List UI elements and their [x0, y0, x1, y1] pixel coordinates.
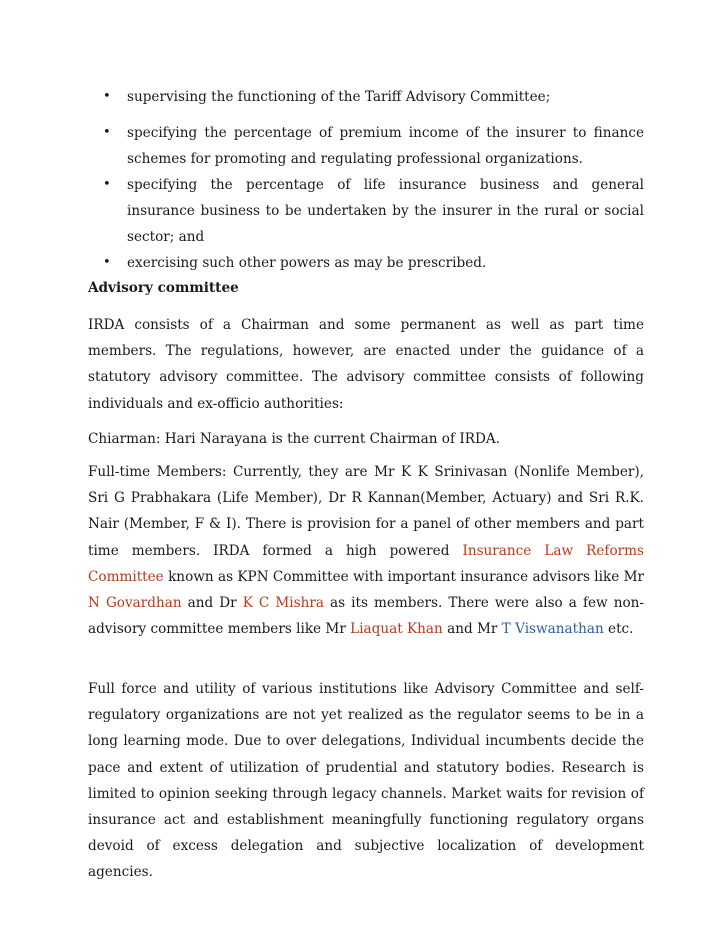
section-heading: Advisory committee	[88, 280, 239, 296]
text-run: known as KPN Committee with important insurance advisors like Mr	[163, 568, 644, 585]
paragraph-members	[88, 459, 644, 642]
paragraph-full-force: Full force and utility of various institutions like Advisory Committee and self-regulatory organizations are not yet realized as the regulator seems to be in a long learning mode. Due to over delegations, Individual incumbents decide the pace and extent of utilization of prudential and statutory bodies. Research is limited to opinion seeking through legacy channels. Market waits for revision of insurance act and establishment meaningfully functioning regulatory organs devoid of excess delegation and subjective localization of development agencies.	[88, 681, 644, 881]
link-liaquat-khan[interactable]: Liaquat Khan	[350, 621, 443, 638]
link-n-govardhan[interactable]: N Govardhan	[88, 595, 182, 612]
link-insurance-law-reforms-committee[interactable]: Insurance Law Reforms Committee	[88, 542, 645, 585]
link-k-c-mishra[interactable]: K C Mishra	[242, 595, 324, 612]
link-t-viswanathan[interactable]: T Viswanathan	[501, 621, 604, 638]
text-run: and Mr	[442, 621, 502, 638]
bullet-icon: •	[103, 89, 111, 104]
bullet-icon: •	[103, 255, 111, 270]
list-item	[88, 84, 644, 110]
bullet-icon: •	[103, 125, 111, 140]
bullet-text: supervising the functioning of the Tariff Advisory Committee;	[127, 89, 551, 105]
text-run: as its members. There were also a few non-advisory committee members like Mr	[88, 595, 644, 638]
list-item	[88, 172, 644, 250]
list-item	[88, 250, 644, 276]
bullet-text: specifying the percentage of life insurance business and general insurance business to be undertaken by the insurer in the rural or social sector; and	[127, 177, 644, 245]
text-run: etc.	[603, 621, 634, 638]
list-item	[88, 120, 644, 172]
bullet-icon: •	[103, 177, 111, 192]
bullet-text: exercising such other powers as may be prescribed.	[127, 255, 487, 271]
paragraph-irda: IRDA consists of a Chairman and some permanent as well as part time members. The regulations, however, are enacted under the guidance of a statutory advisory committee. The advisory committee consists of following individuals and ex-officio authorities:	[88, 317, 644, 412]
bullet-list	[88, 84, 644, 276]
text-run: Full-time Members: Currently, they are Mr K K Srinivasan (Nonlife Member), Sri G Prabhakara (Life Member), Dr R Kannan(Member, Actuary) and Sri R.K. Nair (Member, F & I). There is provision for a panel of other members and part time members. IRDA formed a high powered	[88, 464, 644, 559]
bullet-text: specifying the percentage of premium income of the insurer to finance schemes for promoting and regulating professional organizations.	[127, 125, 644, 167]
paragraph-chairman: Chiarman: Hari Narayana is the current Chairman of IRDA.	[88, 431, 500, 447]
text-run: and Dr	[181, 595, 243, 612]
